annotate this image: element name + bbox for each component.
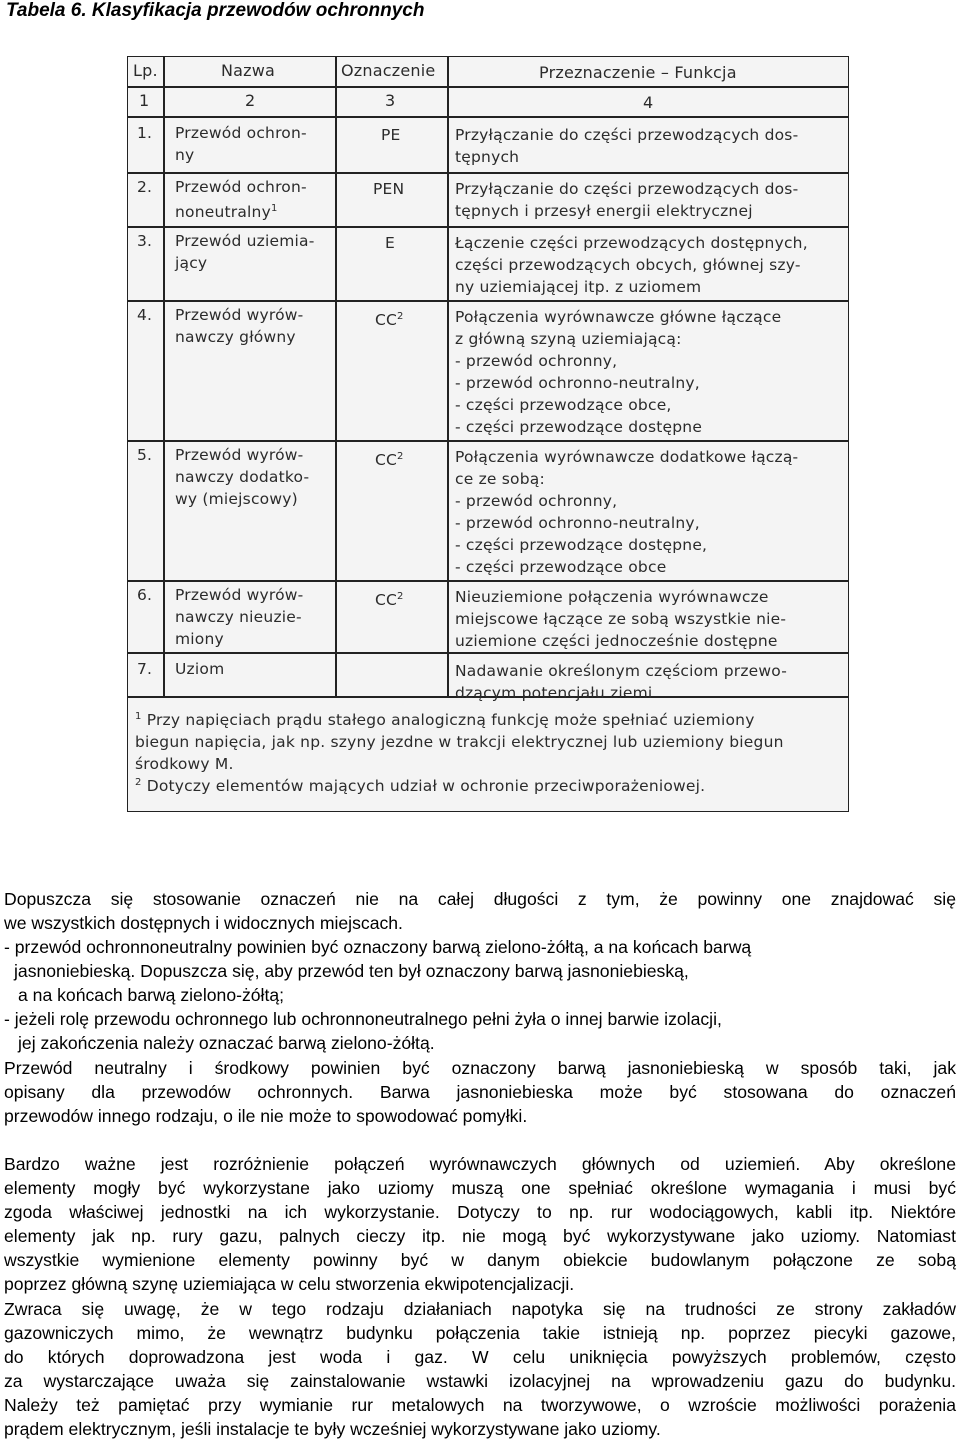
- header-function: Przeznaczenie – Funkcja: [539, 63, 737, 82]
- footnote-2-text: Dotyczy elementów mających udział w ochronie przeciwporażeniowej.: [146, 777, 706, 796]
- row-number: 2.: [137, 178, 153, 196]
- conductor-function: Przyłączanie do części przewodzących dos- tępnych i przesył energii elektrycznej: [455, 180, 799, 220]
- conductor-name: Przewód uziemia- jący: [175, 232, 315, 272]
- footnote-marker: 2: [397, 451, 404, 462]
- paragraph-line: jasnoniebieską. Dopuszcza się, aby przewód ten był oznaczony barwą jasnoniebieską,: [14, 961, 689, 981]
- table-caption: Tabela 6. Klasyfikacja przewodów ochronnych: [6, 0, 425, 21]
- conductor-code-text: CC: [375, 591, 398, 610]
- row-divider: [127, 580, 849, 582]
- conductor-name-text: Przewód ochron- noneutralny: [175, 178, 307, 222]
- paragraph-line: Dopuszcza się stosowanie oznaczeń nie na całej długości z tym, że powinny one znajdować się: [4, 889, 956, 909]
- column-number: 4: [643, 93, 654, 112]
- paragraph-line: zgoda właściwej jednostki na ich wykorzystanie. Dotyczy to np. rur wodociągowych, kabli itp. Niektóre: [4, 1202, 956, 1222]
- header-lp: Lp.: [133, 61, 158, 80]
- footnote-marker: 2: [397, 591, 404, 602]
- footnote-1-text: Przy napięciach prądu stałego analogiczną funkcję może spełniać uziemiony biegun napięcia, jak np. szyny jezdne w trakcji elektrycznej lub uziemiony biegun środkowy M.: [135, 711, 784, 774]
- paragraph-line: - jeżeli rolę przewodu ochronnego lub ochronnoneutralnego pełni żyła o innej barwie izolacji,: [4, 1009, 722, 1029]
- conductor-function: Łączenie części przewodzących dostępnych, części przewodzących obcych, głównej szy- ny uziemiającej itp. z uziomem: [455, 234, 808, 296]
- column-number: 3: [385, 91, 396, 110]
- paragraph-line: przewodów innego rodzaju, o ile nie może to spowodować pomyłki.: [4, 1106, 528, 1126]
- header-code: Oznaczenie: [341, 61, 436, 80]
- row-number: 4.: [137, 306, 153, 324]
- conductor-function: Nieuziemione połączenia wyrównawcze miejscowe łączące ze sobą wszystkie nie- uziemione części jednocześnie dostępne: [455, 588, 787, 650]
- header-name: Nazwa: [221, 61, 276, 80]
- conductor-function: Przyłączanie do części przewodzących dos- tępnych: [455, 126, 799, 166]
- column-divider: [163, 56, 165, 696]
- conductor-name: Przewód ochron- ny: [175, 124, 307, 164]
- footnote-mark: 1: [135, 711, 142, 722]
- row-divider: [127, 172, 849, 174]
- conductor-code: PEN: [373, 180, 405, 198]
- conductor-name: Przewód wyrów- nawczy dodatko- wy (miejscowy): [175, 446, 310, 508]
- paragraph-line: gazowniczych mimo, że wewnątrz budynku połączenia takie istnieją np. poprzez piecyki gazowe,: [4, 1323, 956, 1343]
- row-divider: [127, 226, 849, 228]
- row-divider: [127, 86, 849, 88]
- row-number: 6.: [137, 586, 153, 604]
- paragraph-line: do których doprowadzona jest woda i gaz. W celu uniknięcia powyższych problemów, często: [4, 1347, 956, 1367]
- paragraph-line: a na końcach barwą zielono-żółtą;: [18, 985, 285, 1005]
- column-number: 2: [245, 91, 256, 110]
- row-divider: [127, 652, 849, 654]
- row-divider: [127, 440, 849, 442]
- conductor-name: Uziom: [175, 660, 225, 678]
- footnote-marker: 1: [270, 203, 278, 214]
- paragraph-line: prądem elektrycznym, jeśli instalacje te były wcześniej wykorzystywane jako uziomy.: [4, 1419, 661, 1439]
- paragraph-line: jej zakończenia należy oznaczać barwą zielono-żółtą.: [18, 1033, 435, 1053]
- conductor-name: [175, 176, 307, 223]
- paragraph-line: Należy też pamiętać przy wymianie rur metalowych na tworzywowe, o wzroście możliwości porażenia: [4, 1395, 956, 1415]
- column-divider: [335, 56, 337, 696]
- footnote-1: [135, 706, 784, 775]
- paragraph-line: Bardzo ważne jest rozróżnienie połączeń wyrównawczych głównych od uziemień. Aby określone: [4, 1154, 956, 1174]
- paragraph-line: Zwraca się uwagę, że w tego rodzaju działaniach napotyka się na trudności ze strony zakładów: [4, 1299, 956, 1319]
- conductor-code-text: CC: [375, 451, 398, 470]
- row-number: 5.: [137, 446, 153, 464]
- conductor-code-text: CC: [375, 311, 398, 330]
- paragraph-line: elementy mogły być wykorzystane jako uziomy muszą one spełniać określone wymagania i musi być: [4, 1178, 956, 1198]
- paragraph-line: opisany dla przewodów ochronnych. Barwa jasnoniebieska może być stosowana do oznaczeń: [4, 1082, 956, 1102]
- footnote-marker: 2: [397, 311, 404, 322]
- conductor-code: PE: [381, 126, 401, 144]
- row-number: 7.: [137, 660, 153, 678]
- paragraph-line: poprzez główną szynę uziemiająca w celu stworzenia ekwipotencjalizacji.: [4, 1274, 575, 1294]
- conductor-name: Przewód wyrów- nawczy główny: [175, 306, 304, 346]
- paragraph-line: elementy jak np. rury gazu, palnych cieczy itp. nie mogą być wykorzystywane jako uziomy. Natomiast: [4, 1226, 956, 1246]
- row-divider: [127, 116, 849, 118]
- conductor-code: [375, 446, 404, 471]
- conductor-function: Połączenia wyrównawcze dodatkowe łączą- ce ze sobą: - przewód ochronny, - przewód ochronno-neutralny, - części przewodzące dostępne, - części przewodzące obce: [455, 448, 799, 576]
- footnote-mark: 2: [135, 777, 142, 788]
- conductor-code: E: [385, 234, 395, 252]
- column-divider: [447, 56, 449, 696]
- paragraph-line: za wystarczające uważa się zainstalowanie wstawki izolacyjnej na wprowadzeniu gazu do budynku.: [4, 1371, 956, 1391]
- conductor-code: [375, 306, 404, 331]
- paragraph-line: - przewód ochronnoneutralny powinien być oznaczony barwą zielono-żółtą, a na końcach barwą: [4, 937, 752, 957]
- conductor-function: Nadawanie określonym częściom przewo- dzącym potencjału ziemi: [455, 662, 788, 702]
- conductor-function: Połączenia wyrównawcze główne łączące z główną szyną uziemiającą: - przewód ochronny, - przewód ochronno-neutralny, - części przewodzące obce, - części przewodzące dostępne: [455, 308, 782, 436]
- row-number: 1.: [137, 124, 153, 142]
- column-number: 1: [139, 91, 150, 110]
- row-number: 3.: [137, 232, 153, 250]
- paragraph-line: Przewód neutralny i środkowy powinien być oznaczony barwą jasnoniebieską w sposób taki, jak: [4, 1058, 956, 1078]
- classification-table-scan: [127, 56, 849, 812]
- paragraph-line: wszystkie wymienione elementy powinny być w danym obiekcie budowlanym połączone ze sobą: [4, 1250, 956, 1270]
- paragraph-line: we wszystkich dostępnych i widocznych miejscach.: [4, 913, 403, 933]
- conductor-code: [375, 586, 404, 611]
- conductor-name: Przewód wyrów- nawczy nieuzie- miony: [175, 586, 304, 648]
- row-divider: [127, 300, 849, 302]
- footnote-2: [135, 772, 705, 797]
